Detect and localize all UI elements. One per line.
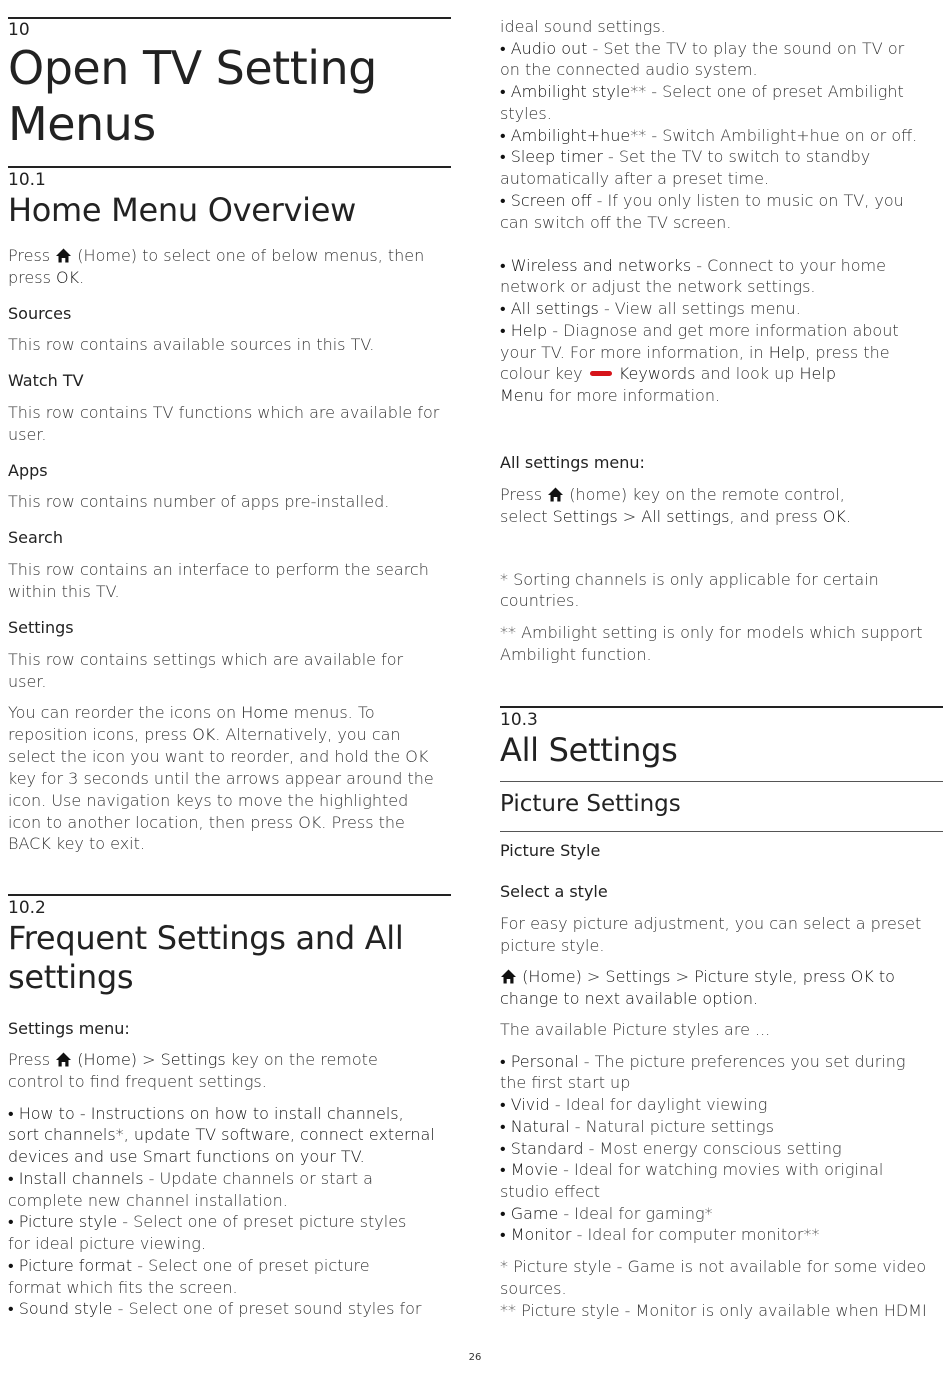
text: and look up — [695, 364, 800, 383]
list-item — [500, 1203, 943, 1225]
home-icon — [500, 969, 517, 984]
subsection-title: Picture Settings — [500, 791, 681, 817]
text: • Game — [500, 1204, 559, 1223]
section-number: 10.3 — [500, 710, 538, 730]
text: All settings — [641, 507, 730, 526]
text: - Ideal for computer monitor** — [571, 1225, 820, 1244]
section-title: Home Menu Overview — [8, 191, 356, 229]
list-item — [500, 320, 943, 342]
text: • Picture format — [8, 1256, 133, 1275]
footnote: Ambilight function. — [500, 645, 652, 664]
subheading: Select a style — [500, 882, 608, 901]
text: • All settings — [500, 299, 599, 318]
text: - Connect to your home — [691, 256, 886, 275]
text: - Ideal for daylight viewing — [549, 1095, 768, 1114]
list-item: studio effect — [500, 1182, 601, 1201]
list-item — [8, 1211, 451, 1233]
section-number: 10.2 — [8, 898, 46, 918]
list-item: devices and use Smart functions on your TV. — [8, 1147, 365, 1166]
text: ** - Select one of preset Ambilight — [630, 82, 904, 101]
text: Settings — [605, 967, 671, 986]
subsection-rule — [500, 831, 943, 832]
text: Press — [8, 246, 51, 265]
list-item — [500, 190, 943, 212]
text: Press — [8, 1050, 51, 1069]
paragraph — [8, 724, 451, 746]
text: • Personal — [500, 1052, 579, 1071]
text: - Update channels or start a — [143, 1169, 373, 1188]
text: . Alternatively, you can — [215, 725, 401, 744]
subheading: Sources — [8, 304, 72, 323]
text: - Select one of preset picture styles — [117, 1212, 407, 1231]
home-icon — [55, 248, 72, 263]
paragraph: icon. Use navigation keys to move the highlighted — [8, 791, 409, 810]
text: Home — [241, 703, 289, 722]
text: - Ideal for watching movies with original — [558, 1160, 884, 1179]
text: • Sleep timer — [500, 147, 603, 166]
section-rule — [8, 166, 451, 168]
text: • Audio out — [500, 39, 588, 58]
list-item — [500, 255, 943, 277]
list-item: automatically after a preset time. — [500, 169, 769, 188]
page-number: 26 — [468, 1352, 482, 1363]
paragraph: user. — [8, 672, 47, 691]
footnote: ** Picture style - Monitor is only available when HDMI — [500, 1301, 927, 1320]
paragraph: ideal sound settings. — [500, 17, 666, 36]
subheading: All settings menu: — [500, 453, 645, 472]
text: - Diagnose and get more information about — [547, 321, 899, 340]
text: - Most energy conscious setting — [583, 1139, 842, 1158]
list-item — [8, 1298, 451, 1320]
text: OK — [822, 507, 846, 526]
text: • Sound style — [8, 1299, 113, 1318]
paragraph: control to find frequent settings. — [8, 1072, 267, 1091]
red-color-key-icon — [590, 371, 612, 376]
text: Keywords — [613, 364, 696, 383]
text: > — [586, 967, 606, 986]
list-item — [500, 38, 943, 60]
footnote: countries. — [500, 591, 580, 610]
list-item — [500, 385, 943, 407]
text: - Select one of preset sound styles for — [112, 1299, 422, 1318]
text: reposition icons, press — [8, 725, 193, 744]
text: Help — [799, 364, 836, 383]
text: You can reorder the icons on — [8, 703, 242, 722]
text: (Home) — [517, 967, 587, 986]
text: • Movie — [500, 1160, 559, 1179]
paragraph: This row contains an interface to perform the search — [8, 560, 429, 579]
paragraph: select the icon you want to reorder, and hold the OK — [8, 747, 429, 766]
paragraph: BACK key to exit. — [8, 834, 145, 853]
text: - Select one of preset picture — [132, 1256, 370, 1275]
text: for more information. — [543, 386, 721, 405]
list-item — [500, 1116, 943, 1138]
text: • Help — [500, 321, 548, 340]
paragraph: within this TV. — [8, 582, 120, 601]
list-item — [8, 1168, 451, 1190]
list-item — [500, 298, 943, 320]
list-item — [500, 146, 943, 168]
list-item — [500, 125, 943, 147]
text: - Set the TV to play the sound on TV or — [587, 39, 905, 58]
paragraph: This row contains available sources in this TV. — [8, 335, 375, 354]
text: • Ambilight+hue — [500, 126, 631, 145]
text: > — [137, 1050, 161, 1069]
section-title-line1: Frequent Settings and All — [8, 919, 404, 957]
subheading: Apps — [8, 461, 48, 480]
text: , and press — [729, 507, 823, 526]
text: • Screen off — [500, 191, 592, 210]
text: (Home) to select one of below menus, then — [72, 246, 425, 265]
paragraph — [8, 1049, 451, 1071]
list-item — [500, 81, 943, 103]
subsection-rule — [500, 781, 943, 782]
subheading: Search — [8, 528, 63, 547]
chapter-title-line1: Open TV Setting — [8, 41, 377, 95]
list-item — [500, 342, 943, 364]
text: • Natural — [500, 1117, 570, 1136]
text: Settings — [160, 1050, 226, 1069]
section-rule — [8, 894, 451, 896]
section-number: 10.1 — [8, 170, 46, 190]
list-item — [500, 1094, 943, 1116]
paragraph — [500, 506, 943, 528]
text: - View all settings menu. — [598, 299, 801, 318]
text: menus. To — [288, 703, 375, 722]
list-item: sort channels*, update TV software, connect external — [8, 1125, 435, 1144]
text: Press — [500, 485, 548, 504]
paragraph: For easy picture adjustment, you can select a preset — [500, 914, 922, 933]
section-title-line2: settings — [8, 958, 134, 996]
text: OK — [192, 725, 216, 744]
home-icon — [547, 487, 564, 502]
paragraph: icon to another location, then press OK. Press the — [8, 813, 405, 832]
paragraph: This row contains number of apps pre-installed. — [8, 492, 390, 511]
text: > — [617, 507, 642, 526]
section-title: All Settings — [500, 731, 678, 769]
text: • Standard — [500, 1139, 584, 1158]
paragraph: This row contains TV functions which are available for — [8, 403, 440, 422]
text: key on the remote — [225, 1050, 378, 1069]
chapter-rule — [8, 17, 451, 19]
text: - If you only listen to music on TV, you — [591, 191, 904, 210]
text: • Wireless and networks — [500, 256, 692, 275]
chapter-title-line2: Menus — [8, 97, 156, 151]
text: > — [670, 967, 695, 986]
text: - Natural picture settings — [569, 1117, 774, 1136]
text: , press OK to — [792, 967, 895, 986]
list-item: complete new channel installation. — [8, 1191, 288, 1210]
list-item — [500, 363, 943, 385]
text: Help — [768, 343, 806, 362]
list-item: styles. — [500, 104, 552, 123]
text: - Ideal for gaming* — [558, 1204, 713, 1223]
list-item: can switch off the TV screen. — [500, 213, 732, 232]
text: select — [500, 507, 553, 526]
list-item: on the connected audio system. — [500, 60, 758, 79]
home-icon — [55, 1052, 72, 1067]
ok-key-label: OK — [55, 268, 80, 287]
paragraph: change to next available option. — [500, 989, 759, 1008]
list-item — [8, 1255, 451, 1277]
footnote: ** Ambilight setting is only for models which support — [500, 623, 923, 642]
text: • Ambilight style — [500, 82, 631, 101]
list-item: format which fits the screen. — [8, 1278, 238, 1297]
subheading: Settings menu: — [8, 1019, 130, 1038]
paragraph — [500, 966, 943, 988]
list-item: for ideal picture viewing. — [8, 1234, 206, 1253]
subheading: Picture Style — [500, 841, 601, 860]
list-item: network or adjust the network settings. — [500, 277, 816, 296]
text: • Vivid — [500, 1095, 550, 1114]
paragraph — [500, 484, 943, 506]
text: your TV. For more information, in — [500, 343, 769, 362]
footnote: sources. — [500, 1279, 567, 1298]
list-item — [500, 1224, 943, 1246]
footnote: * Picture style - Game is not available for some video — [500, 1257, 927, 1276]
text: (Home) — [72, 1050, 138, 1069]
subheading: Watch TV — [8, 371, 84, 390]
subheading: Settings — [8, 618, 74, 637]
list-item — [500, 1159, 943, 1181]
text: (home) key on the remote control, — [564, 485, 845, 504]
list-item: the first start up — [500, 1073, 631, 1092]
text: - Set the TV to switch to standby — [602, 147, 871, 166]
text: press — [8, 268, 56, 287]
list-item — [500, 1138, 943, 1160]
text: - The picture preferences you set during — [578, 1052, 906, 1071]
paragraph: key for 3 seconds until the arrows appear around the — [8, 769, 434, 788]
text: Picture style — [694, 967, 793, 986]
text: . — [845, 507, 851, 526]
list-item — [500, 1051, 943, 1073]
paragraph: picture style. — [500, 936, 605, 955]
text: colour key — [500, 364, 588, 383]
paragraph — [8, 702, 451, 724]
text: • Picture style — [8, 1212, 118, 1231]
footnote: * Sorting channels is only applicable for certain — [500, 570, 879, 589]
text: • Install channels — [8, 1169, 144, 1188]
paragraph: This row contains settings which are available for — [8, 650, 404, 669]
chapter-number: 10 — [8, 20, 30, 40]
paragraph: user. — [8, 425, 47, 444]
paragraph — [8, 267, 451, 289]
list-item: • How to - Instructions on how to install channels, — [8, 1104, 404, 1123]
text: ** - Switch Ambilight+hue on or off. — [630, 126, 918, 145]
section-rule — [500, 706, 943, 708]
text: , press the — [805, 343, 890, 362]
text: Settings — [552, 507, 618, 526]
paragraph — [8, 245, 451, 267]
text: • Monitor — [500, 1225, 572, 1244]
paragraph: The available Picture styles are ... — [500, 1020, 771, 1039]
text: Menu — [500, 386, 544, 405]
text: . — [79, 268, 85, 287]
